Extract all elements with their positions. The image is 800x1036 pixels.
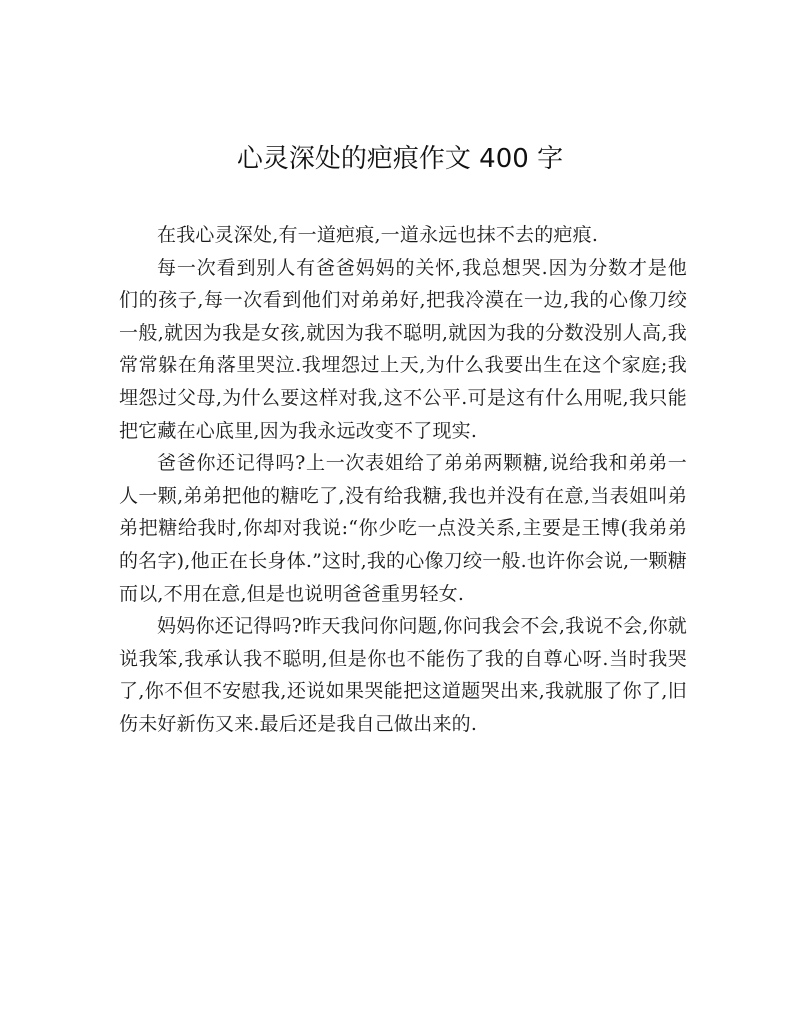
paragraph-3: 爸爸你还记得吗?上一次表姐给了弟弟两颗糖,说给我和弟弟一人一颗,弟弟把他的糖吃了,没有给我糖,我也并没有在意,当表姐叫弟弟把糖给我时,你却对我说:“你少吃一点没关系,主要是王博(我弟弟的名字),他正在长身体.”这时,我的心像刀绞一般.也许你会说,一颗糖而以,不用在意,但是也说明爸爸重男轻女. (119, 452, 687, 605)
essay-body (119, 219, 687, 741)
paragraph-1: 在我心灵深处,有一道疤痕,一道永远也抹不去的疤痕. (157, 224, 599, 246)
paragraph-2: 每一次看到别人有爸爸妈妈的关怀,我总想哭.因为分数才是他们的孩子,每一次看到他们对弟弟好,把我冷漠在一边,我的心像刀绞一般,就因为我是女孩,就因为我不聪明,就因为我的分数没别人高,我常常躲在角落里哭泣.我埋怨过上天,为什么我要出生在这个家庭;我埋怨过父母,为什么要这样对我,这不公平.可是这有什么用呢,我只能把它藏在心底里,因为我永远改变不了现实. (119, 256, 687, 442)
paragraph-4: 妈妈你还记得吗?昨天我问你问题,你问我会不会,我说不会,你就说我笨,我承认我不聪明,但是你也不能伤了我的自尊心呀.当时我哭了,你不但不安慰我,还说如果哭能把这道题哭出来,我就服了你了,旧伤未好新伤又来.最后还是我自己做出来的. (119, 615, 687, 735)
page-title: 心灵深处的疤痕作文 400 字 (236, 144, 564, 174)
